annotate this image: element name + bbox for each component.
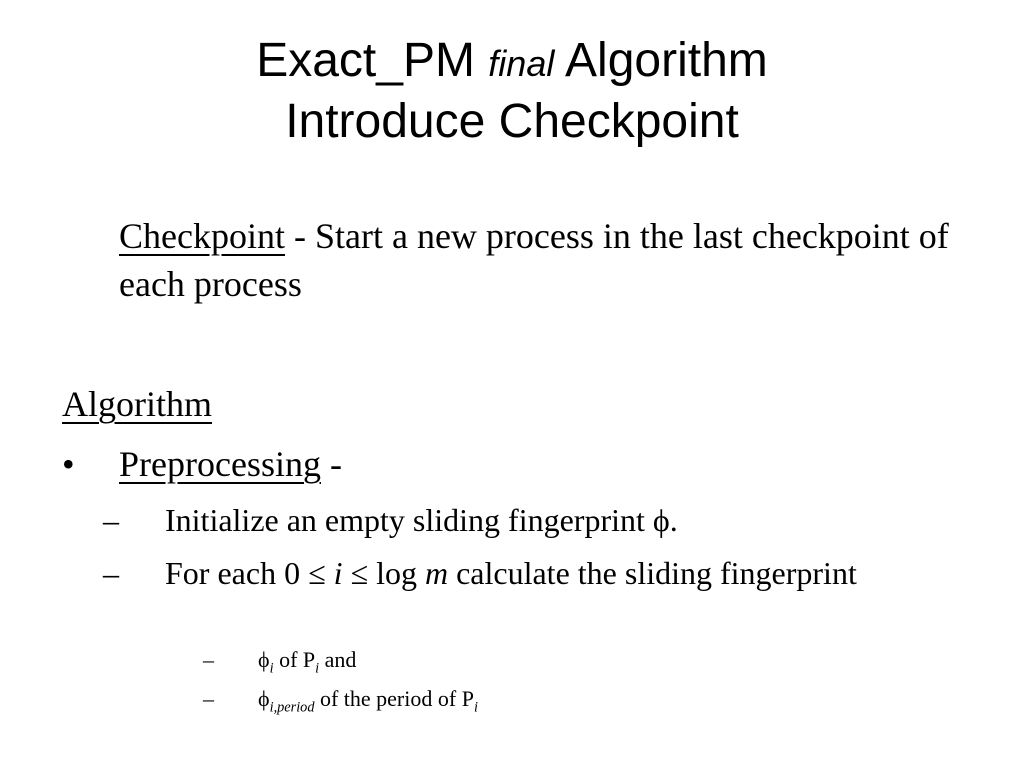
text-segment: calculate the sliding fingerprint — [448, 555, 857, 591]
checkpoint-definition — [119, 212, 979, 308]
p-subscript: i — [473, 699, 478, 716]
phi-subscript: i,period — [269, 699, 315, 716]
definition-term: Checkpoint — [119, 216, 285, 256]
text-segment: ≤ log — [342, 555, 425, 591]
title-line-1 — [0, 32, 1024, 93]
title-text-part2: Algorithm — [554, 34, 768, 87]
var-m: m — [424, 555, 449, 591]
list-item-text: Initialize an empty sliding fingerprint ϕ. — [165, 502, 678, 538]
phi-symbol: ϕ — [258, 686, 270, 711]
definition-text: - Start a new process in the last checkpoint of each process — [119, 216, 949, 304]
dash-marker: – — [103, 502, 119, 538]
sub-list-item-text — [258, 646, 356, 682]
preprocessing-label-wrap — [119, 440, 342, 488]
bullet-marker: • — [62, 444, 75, 484]
list-item-text — [165, 553, 865, 593]
dash-marker: – — [203, 686, 214, 711]
p-subscript: i — [315, 660, 320, 677]
sub-list-item-text — [258, 685, 478, 721]
preprocessing-suffix: - — [320, 444, 342, 484]
title-line-2: Introduce Checkpoint — [285, 95, 739, 148]
preprocessing-label: Preprocessing — [119, 444, 321, 484]
dash-marker: – — [103, 555, 119, 591]
text-segment: of P — [273, 647, 316, 672]
phi-subscript: i — [269, 660, 274, 677]
slide-title — [0, 32, 1024, 151]
title-italic-word: final — [488, 43, 555, 84]
dash-marker: – — [203, 647, 214, 672]
phi-symbol: ϕ — [258, 647, 270, 672]
title-text-part1: Exact_PM — [256, 34, 489, 87]
algorithm-heading: Algorithm — [62, 384, 212, 424]
var-i: i — [333, 555, 343, 591]
text-segment: For each 0 ≤ — [165, 555, 334, 591]
text-segment: and — [319, 647, 357, 672]
text-segment: of the period of P — [314, 686, 474, 711]
